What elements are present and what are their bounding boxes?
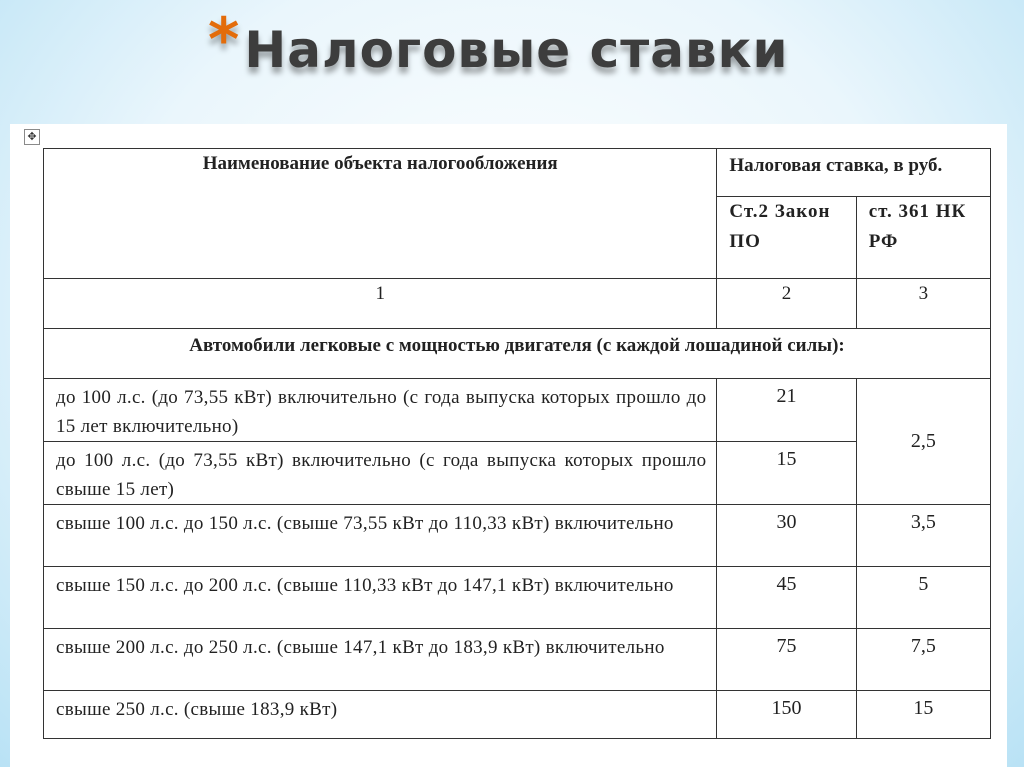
header-col-nk: ст. 361 НК РФ [856, 197, 990, 279]
table-row [44, 691, 991, 739]
row-description: свыше 250 л.с. (свыше 183,9 кВт) [44, 691, 717, 739]
row-description: свыше 200 л.с. до 250 л.с. (свыше 147,1 кВт до 183,9 кВт) включительно [44, 629, 717, 691]
row-nk-rate: 3,5 [856, 505, 990, 567]
section-title: Автомобили легковые с мощностью двигателя (с каждой лошадиной силы): [44, 329, 991, 379]
row-nk-rate: 15 [856, 691, 990, 739]
section-row [44, 329, 991, 379]
header-object-name: Наименование объекта налогообложения [44, 149, 717, 279]
column-number: 2 [717, 279, 856, 329]
row-law-rate: 45 [717, 567, 856, 629]
title-text: Налоговые ставки [244, 21, 789, 79]
table-row [44, 379, 991, 442]
row-law-rate: 30 [717, 505, 856, 567]
column-number-row [44, 279, 991, 329]
table-header-row [44, 149, 991, 197]
row-description: свыше 150 л.с. до 200 л.с. (свыше 110,33 кВт до 147,1 кВт) включительно [44, 567, 717, 629]
row-description: свыше 100 л.с. до 150 л.с. (свыше 73,55 кВт до 110,33 кВт) включительно [44, 505, 717, 567]
row-law-rate: 21 [717, 379, 856, 442]
document-sheet [10, 124, 1007, 767]
tax-rates-table [43, 148, 991, 739]
move-arrows-icon[interactable]: ✥ [24, 129, 40, 145]
header-col-law: Ст.2 Закон ПО [717, 197, 856, 279]
title-star: * [208, 5, 241, 75]
table-row [44, 505, 991, 567]
column-number: 3 [856, 279, 990, 329]
row-description: до 100 л.с. (до 73,55 кВт) включительно (с года выпуска которых прошло свыше 15 лет) [44, 442, 717, 505]
row-nk-rate: 5 [856, 567, 990, 629]
column-number: 1 [44, 279, 717, 329]
table-row [44, 442, 991, 505]
header-rate: Налоговая ставка, в руб. [717, 149, 991, 197]
row-description: до 100 л.с. (до 73,55 кВт) включительно (с года выпуска которых прошло до 15 лет включительно) [44, 379, 717, 442]
row-nk-rate-merged: 2,5 [856, 379, 990, 505]
row-law-rate: 15 [717, 442, 856, 505]
table-row [44, 629, 991, 691]
row-nk-rate: 7,5 [856, 629, 990, 691]
row-law-rate: 150 [717, 691, 856, 739]
slide-title [208, 5, 789, 90]
row-law-rate: 75 [717, 629, 856, 691]
table-row [44, 567, 991, 629]
